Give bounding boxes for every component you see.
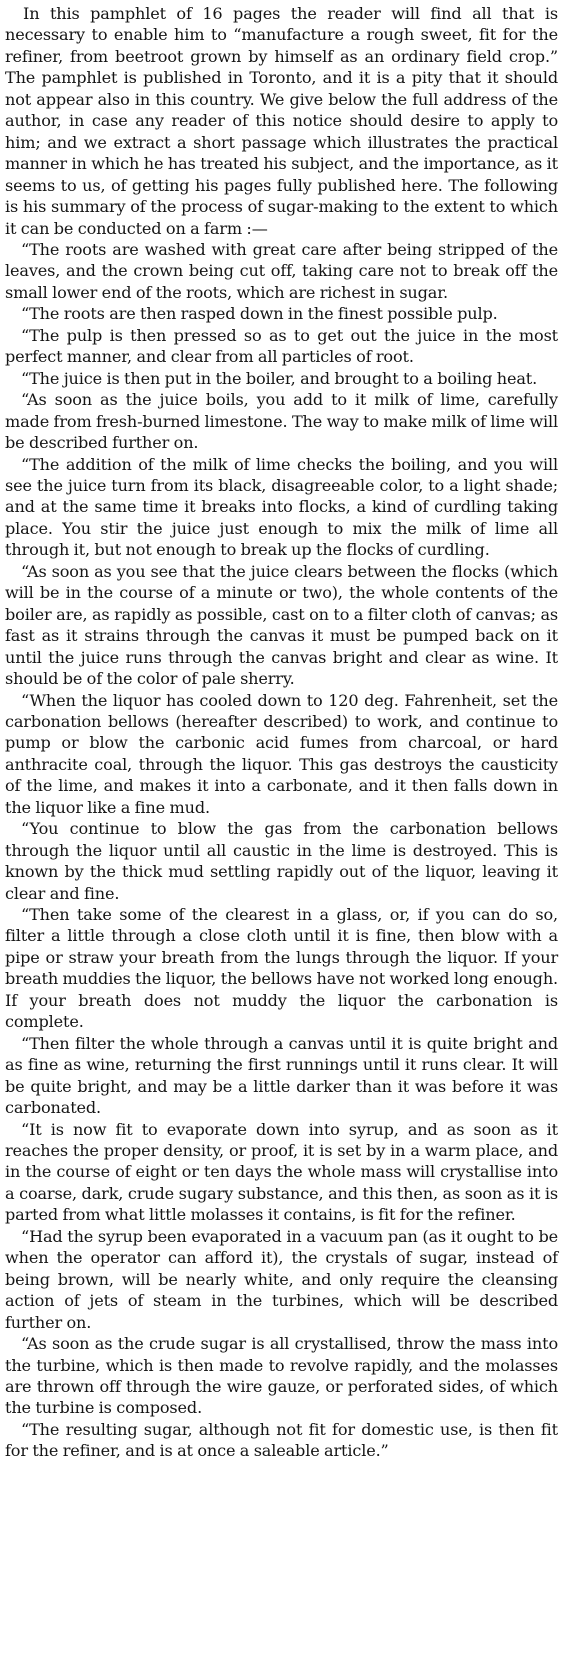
quote-paragraph-breath-test: “Then take some of the clearest in a glass, or, if you can do so, filter a little through a close cloth until it is fine, then blow with a pipe or straw your breath from the lungs through the liquor. If your breath muddies the liquor, the bellows have not worked long enough. If your breath does not muddy the liquor the carbonation is complete. [5,905,558,1032]
quote-paragraph-curdling: “The addition of the milk of lime checks the boiling, and you will see the juice turn from its black, disagreeable color, to a light shade; and at the same time it breaks into flocks, a kind of curdling taking place. You stir the juice just enough to mix the milk of lime all through it, but not enough to break up the flocks of curdling. [5,454,558,560]
intro-paragraph: In this pamphlet of 16 pages the reader will find all that is necessary to enable him to “manufacture a rough sweet, fit for the refiner, from beetroot grown by himself as an ordinary field crop.” The pamphlet is published in Toronto, and it is a pity that it should not appear also in this country. We give below the full address of the author, in case any reader of this notice should desire to apply to him; and we extract a short passage which illustrates the practical manner in which he has treated his subject, and the importance, as it seems to us, of getting his pages fully published here. The following is his summary of the process of sugar-making to the extent to which it can be conducted on a farm :— [5,4,558,238]
quote-paragraph-roots-washed: “The roots are washed with great care after being stripped of the leaves, and the crown being cut off, taking care not to break off the small lower end of the roots, which are richest in sugar. [5,239,558,302]
quote-paragraph-turbine: “As soon as the crude sugar is all crystallised, throw the mass into the turbine, which is then made to revolve rapidly, and the molasses are thrown off through the wire gauze, or perforated sides, of which the turbine is composed. [5,1334,558,1418]
quote-paragraph-juice-boiler: “The juice is then put in the boiler, and brought to a boiling heat. [21,368,538,388]
quote-paragraph-milk-of-lime: “As soon as the juice boils, you add to it milk of lime, carefully made from fresh-burned limestone. The way to make milk of lime will be described further on. [5,390,558,453]
quote-paragraph-filter-whole: “Then filter the whole through a canvas until it is quite bright and as fine as wine, returning the first runnings until it runs clear. It will be quite bright, and may be a little darker than it was before it was carbonated. [5,1033,558,1118]
quote-paragraph-roots-rasped: “The roots are then rasped down in the finest possible pulp. [21,304,498,324]
quote-paragraph-pulp-pressed: “The pulp is then pressed so as to get out the juice in the most perfect manner, and clear from all particles of root. [5,325,558,367]
article-column [5,3,558,1462]
quote-paragraph-evaporate-syrup: “It is now fit to evaporate down into syrup, and as soon as it reaches the proper density, or proof, it is set by in a warm place, and in the course of eight or ten days the whole mass will crystallise into a coarse, dark, crude sugary substance, and this then, as soon as it is parted from what little molasses it contains, is fit for the refiner. [5,1119,558,1225]
quote-paragraph-vacuum-pan: “Had the syrup been evaporated in a vacuum pan (as it ought to be when the operator can afford it), the crystals of sugar, instead of being brown, will be nearly white, and only require the cleansing action of jets of steam in the turbines, which will be described further on. [5,1226,558,1332]
quote-paragraph-carbonation-bellows: “When the liquor has cooled down to 120 deg. Fahrenheit, set the carbonation bellows (hereafter described) to work, and continue to pump or blow the carbonic acid fumes from charcoal, or hard anthracite coal, through the liquor. This gas destroys the causticity of the lime, and makes it into a carbonate, and it then falls down in the liquor like a fine mud. [5,690,558,817]
quote-paragraph-blow-gas: “You continue to blow the gas from the carbonation bellows through the liquor until all caustic in the lime is destroyed. This is known by the thick mud settling rapidly out of the liquor, leaving it clear and fine. [5,819,558,903]
quote-paragraph-resulting-sugar: “The resulting sugar, although not fit for domestic use, is then fit for the refiner, and is at once a saleable article.” [5,1419,558,1461]
quote-paragraph-filter-cloth: “As soon as you see that the juice clears between the flocks (which will be in the course of a minute or two), the whole contents of the boiler are, as rapidly as possible, cast on to a filter cloth of canvas; as fast as it strains through the canvas it must be pumped back on it until the juice runs through the canvas bright and clear as wine. It should be of the color of pale sherry. [5,561,558,689]
